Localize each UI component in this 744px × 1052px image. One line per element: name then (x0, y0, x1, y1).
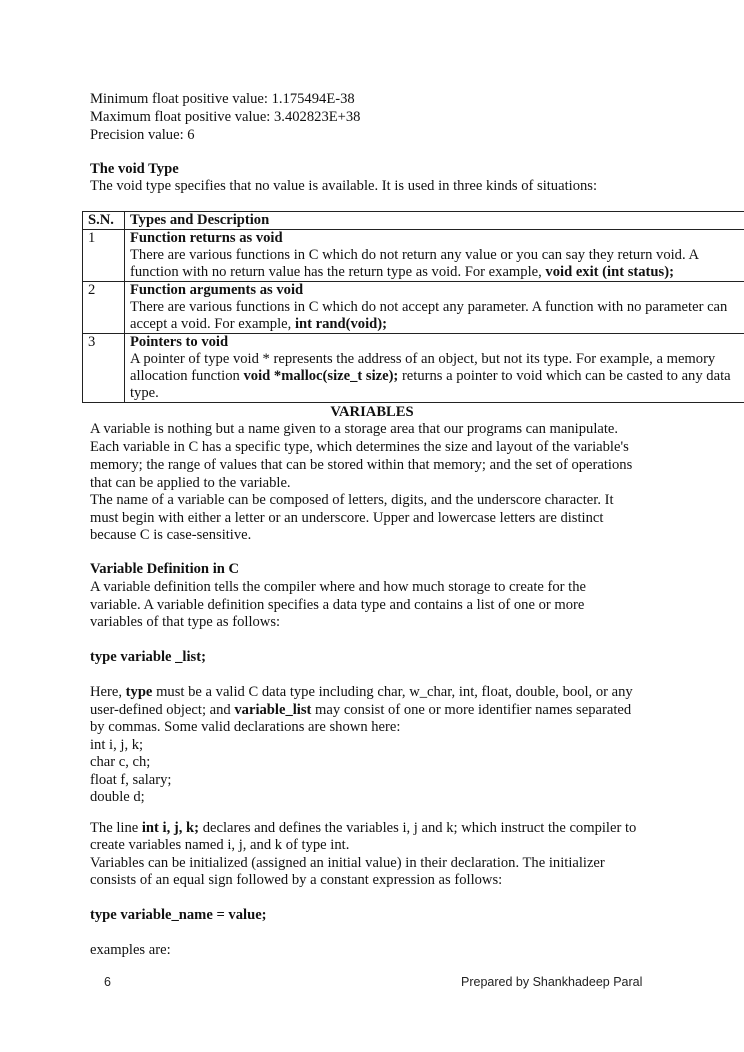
table-header-row (83, 212, 744, 230)
paragraph-line: variable. A variable definition specifies a data type and contains a list of one or more (90, 597, 585, 613)
table-row (83, 282, 744, 334)
row-text: There are various functions in C which do not return any value or you can say they return void. A (130, 247, 699, 263)
syntax-variable-list: type variable _list; (90, 649, 206, 665)
code-snippet: void *malloc(size_t size); (243, 368, 399, 384)
code-example: float f, salary; (90, 772, 172, 788)
header-types: Types and Description (125, 212, 744, 230)
paragraph-line: A variable is nothing but a name given to a storage area that our programs can manipulate. (90, 421, 619, 437)
text-span: declares and defines the variables i, j and k; which instruct the compiler to (199, 820, 637, 836)
text-span: may consist of one or more identifier names separated (311, 702, 632, 718)
paragraph-line: by commas. Some valid declarations are shown here: (90, 719, 401, 735)
text-span: Here, (90, 684, 126, 700)
paragraph-line: The name of a variable can be composed of letters, digits, and the underscore character. It (90, 492, 614, 508)
row-text: There are various functions in C which do not accept any parameter. A function with no parameter can (130, 299, 728, 315)
row-title: Function returns as void (130, 230, 283, 246)
examples-label: examples are: (90, 942, 171, 958)
paragraph-line: because C is case-sensitive. (90, 527, 252, 543)
paragraph-line (90, 702, 631, 719)
paragraph-line: that can be applied to the variable. (90, 475, 291, 491)
void-type-heading: The void Type (90, 161, 179, 177)
row-text-span: returns a pointer to void which can be casted to any data (398, 368, 731, 384)
row-description (125, 230, 744, 282)
row-sn: 3 (83, 334, 125, 403)
row-text: type. (130, 385, 159, 401)
code-example: char c, ch; (90, 754, 151, 770)
row-description (125, 282, 744, 334)
code-example: int i, j, k; (90, 737, 144, 753)
row-text (130, 316, 744, 333)
paragraph-line (90, 684, 633, 701)
paragraph-line (90, 820, 636, 837)
paragraph-line: variables of that type as follows: (90, 614, 281, 630)
code-snippet: int rand(void); (294, 316, 387, 332)
row-text: A pointer of type void * represents the address of an object, but not its type. For example, a memory (130, 351, 716, 367)
syntax-initializer: type variable_name = value; (90, 907, 267, 923)
keyword: int i, j, k; (141, 820, 200, 836)
keyword: variable_list (234, 702, 312, 718)
paragraph-line: memory; the range of values that can be stored within that memory; and the set of operations (90, 457, 633, 473)
page-number: 6 (104, 975, 111, 989)
paragraph-line: A variable definition tells the compiler where and how much storage to create for the (90, 579, 587, 595)
row-title: Function arguments as void (130, 282, 304, 298)
float-precision-text: Precision value: 6 (90, 127, 195, 143)
paragraph-line: create variables named i, j, and k of type int. (90, 837, 350, 853)
row-text-span: function with no return value has the return type as void. For example, (130, 264, 546, 280)
row-sn: 1 (83, 230, 125, 282)
row-text-span: allocation function (130, 368, 244, 384)
row-description (125, 334, 744, 403)
table-row (83, 334, 744, 403)
float-min-text: Minimum float positive value: 1.175494E-38 (90, 91, 355, 107)
row-text-span: accept a void. For example, (130, 316, 295, 332)
void-type-intro: The void type specifies that no value is available. It is used in three kinds of situations: (90, 178, 598, 194)
row-text (130, 264, 744, 281)
text-span: must be a valid C data type including char, w_char, int, float, double, bool, or any (152, 684, 633, 700)
keyword: type (125, 684, 153, 700)
text-span: user-defined object; and (90, 702, 235, 718)
void-types-table (82, 211, 744, 403)
variables-heading: VARIABLES (330, 404, 414, 420)
float-max-text: Maximum float positive value: 3.402823E+38 (90, 109, 361, 125)
paragraph-line: must begin with either a letter or an underscore. Upper and lowercase letters are distinct (90, 510, 604, 526)
row-sn: 2 (83, 282, 125, 334)
variable-definition-heading: Variable Definition in C (90, 561, 240, 577)
header-sn: S.N. (83, 212, 125, 230)
text-span: The line (90, 820, 142, 836)
table-row (83, 230, 744, 282)
paragraph-line: Variables can be initialized (assigned an initial value) in their declaration. The initializer (90, 855, 605, 871)
paragraph-line: Each variable in C has a specific type, which determines the size and layout of the variable's (90, 439, 629, 455)
footer-author: Prepared by Shankhadeep Paral (461, 975, 643, 989)
row-text (130, 368, 744, 385)
code-example: double d; (90, 789, 145, 805)
paragraph-line: consists of an equal sign followed by a constant expression as follows: (90, 872, 503, 888)
code-snippet: void exit (int status); (545, 264, 674, 280)
row-title: Pointers to void (130, 334, 229, 350)
